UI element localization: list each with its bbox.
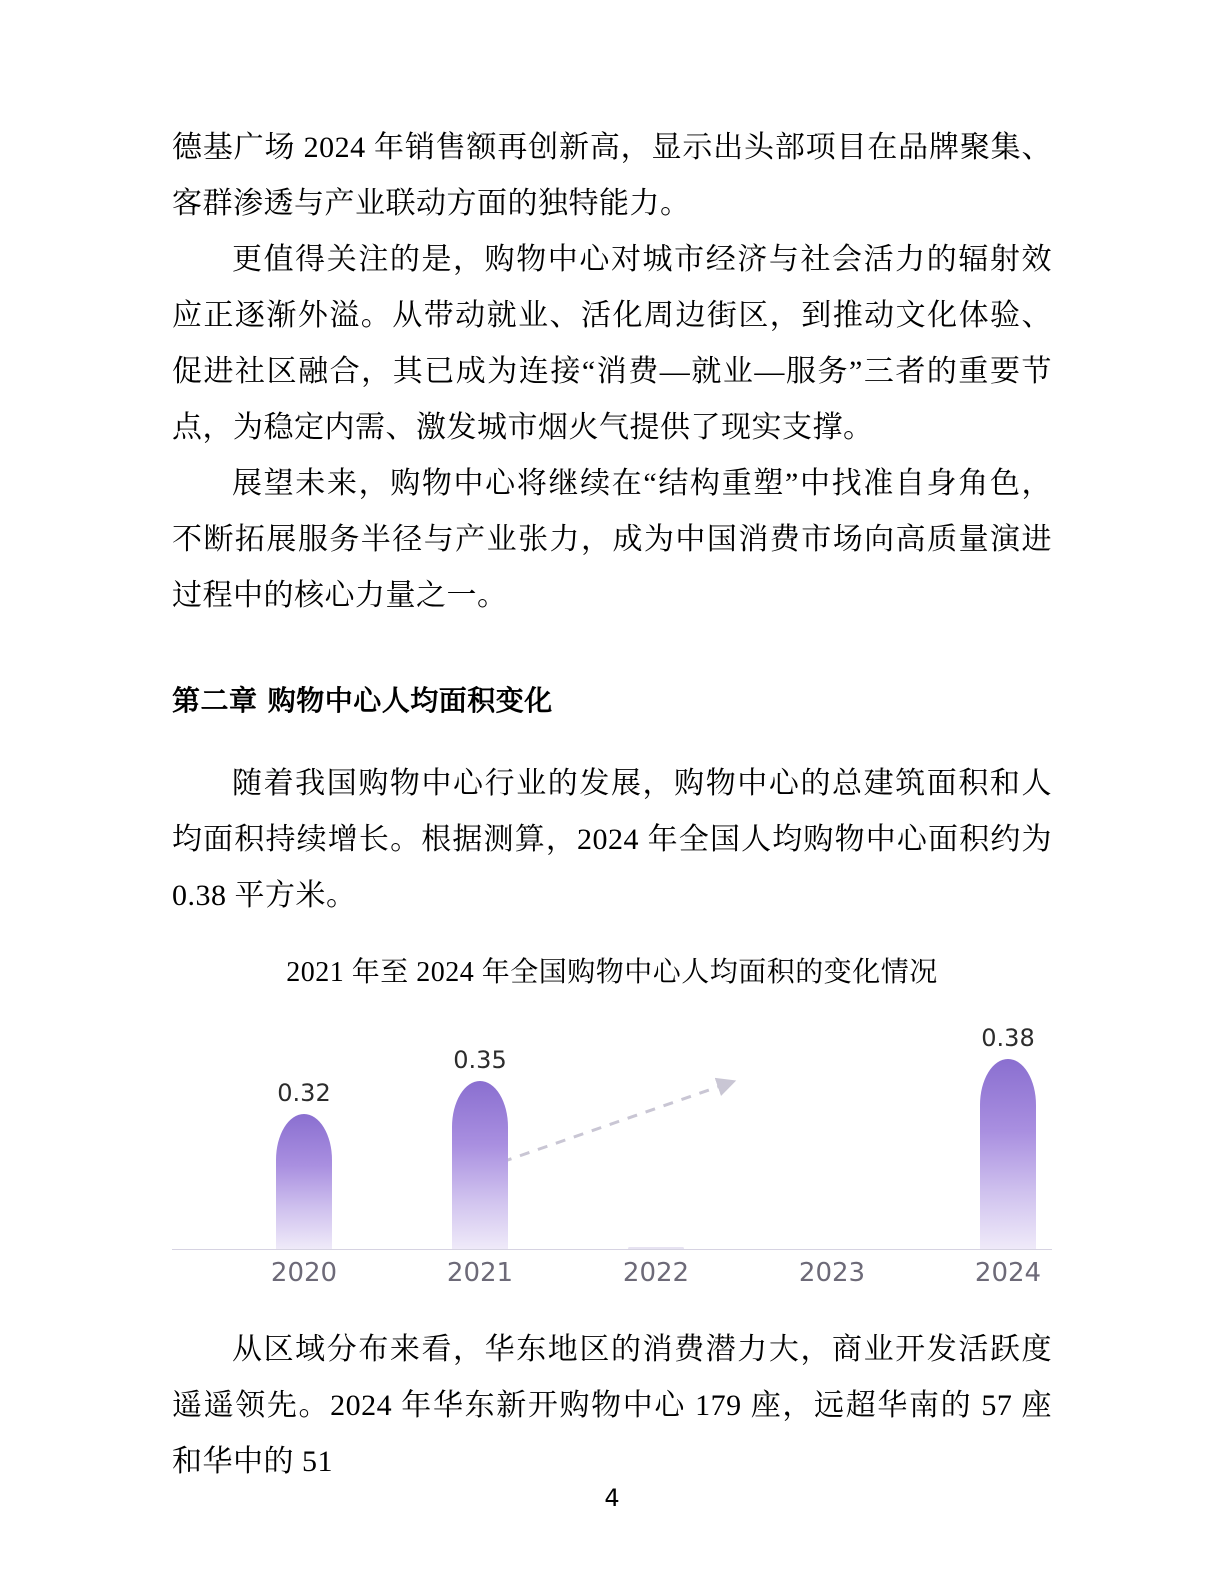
- page-number: 4: [604, 1484, 620, 1512]
- bar-slot-2024: [920, 1013, 1096, 1249]
- figure-bottom-spacer: [172, 1304, 1052, 1322]
- per-capita-area-bar-chart: [172, 1014, 1052, 1304]
- chart-title: 2021 年至 2024 年全国购物中心人均面积的变化情况: [286, 957, 938, 988]
- bar-2021: [452, 1081, 508, 1249]
- bar-slot-2022: [568, 1013, 744, 1249]
- x-tick-2024: 2024: [974, 1258, 1042, 1288]
- chart-plot-area: [172, 1014, 1052, 1250]
- bar-slot-2021: [392, 1013, 568, 1249]
- bar-label-2024: 0.38: [981, 1024, 1035, 1052]
- bar-slot-2023: [744, 1013, 920, 1249]
- chapter-heading: 第二章 购物中心人均面积变化: [172, 684, 553, 717]
- chart-x-axis: [172, 1249, 1052, 1250]
- paragraph-3: 展望未来，购物中心将继续在“结构重塑”中找准自身角色，不断拓展服务半径与产业张力，成为中国消费市场向高质量演进过程中的核心力量之一。: [172, 467, 1052, 612]
- x-tick-2021: 2021: [446, 1258, 514, 1288]
- bar-label-2021: 0.35: [453, 1046, 507, 1074]
- bar-label-2020: 0.32: [277, 1079, 331, 1107]
- figure-block: [172, 950, 1052, 1304]
- x-tick-2023: 2023: [798, 1258, 866, 1288]
- bar-2022: [628, 1247, 684, 1249]
- paragraph-5: 从区域分布来看，华东地区的消费潜力大，商业开发活跃度遥遥领先。2024 年华东新开购物中心 179 座，远超华南的 57 座和华中的 51: [172, 1333, 1052, 1478]
- bar-slot-2020: [216, 1013, 392, 1249]
- paragraph-4: 随着我国购物中心行业的发展，购物中心的总建筑面积和人均面积持续增长。根据测算，2024 年全国人均购物中心面积约为 0.38 平方米。: [172, 767, 1052, 912]
- bar-2020: [276, 1114, 332, 1249]
- section-spacer: [172, 624, 1052, 680]
- paragraph-2: 更值得关注的是，购物中心对城市经济与社会活力的辐射效应正逐渐外溢。从带动就业、活化周边街区，到推动文化体验、促进社区融合，其已成为连接“消费—就业—服务”三者的重要节点，为稳定内需、激发城市烟火气提供了现实支撑。: [172, 243, 1052, 444]
- paragraph-1: 德基广场 2024 年销售额再创新高，显示出头部项目在品牌聚集、客群渗透与产业联动方面的独特能力。: [172, 131, 1052, 220]
- x-tick-2020: 2020: [270, 1258, 338, 1288]
- x-tick-2022: 2022: [622, 1258, 690, 1288]
- bar-2024: [980, 1059, 1036, 1249]
- heading-spacer: [172, 722, 1052, 756]
